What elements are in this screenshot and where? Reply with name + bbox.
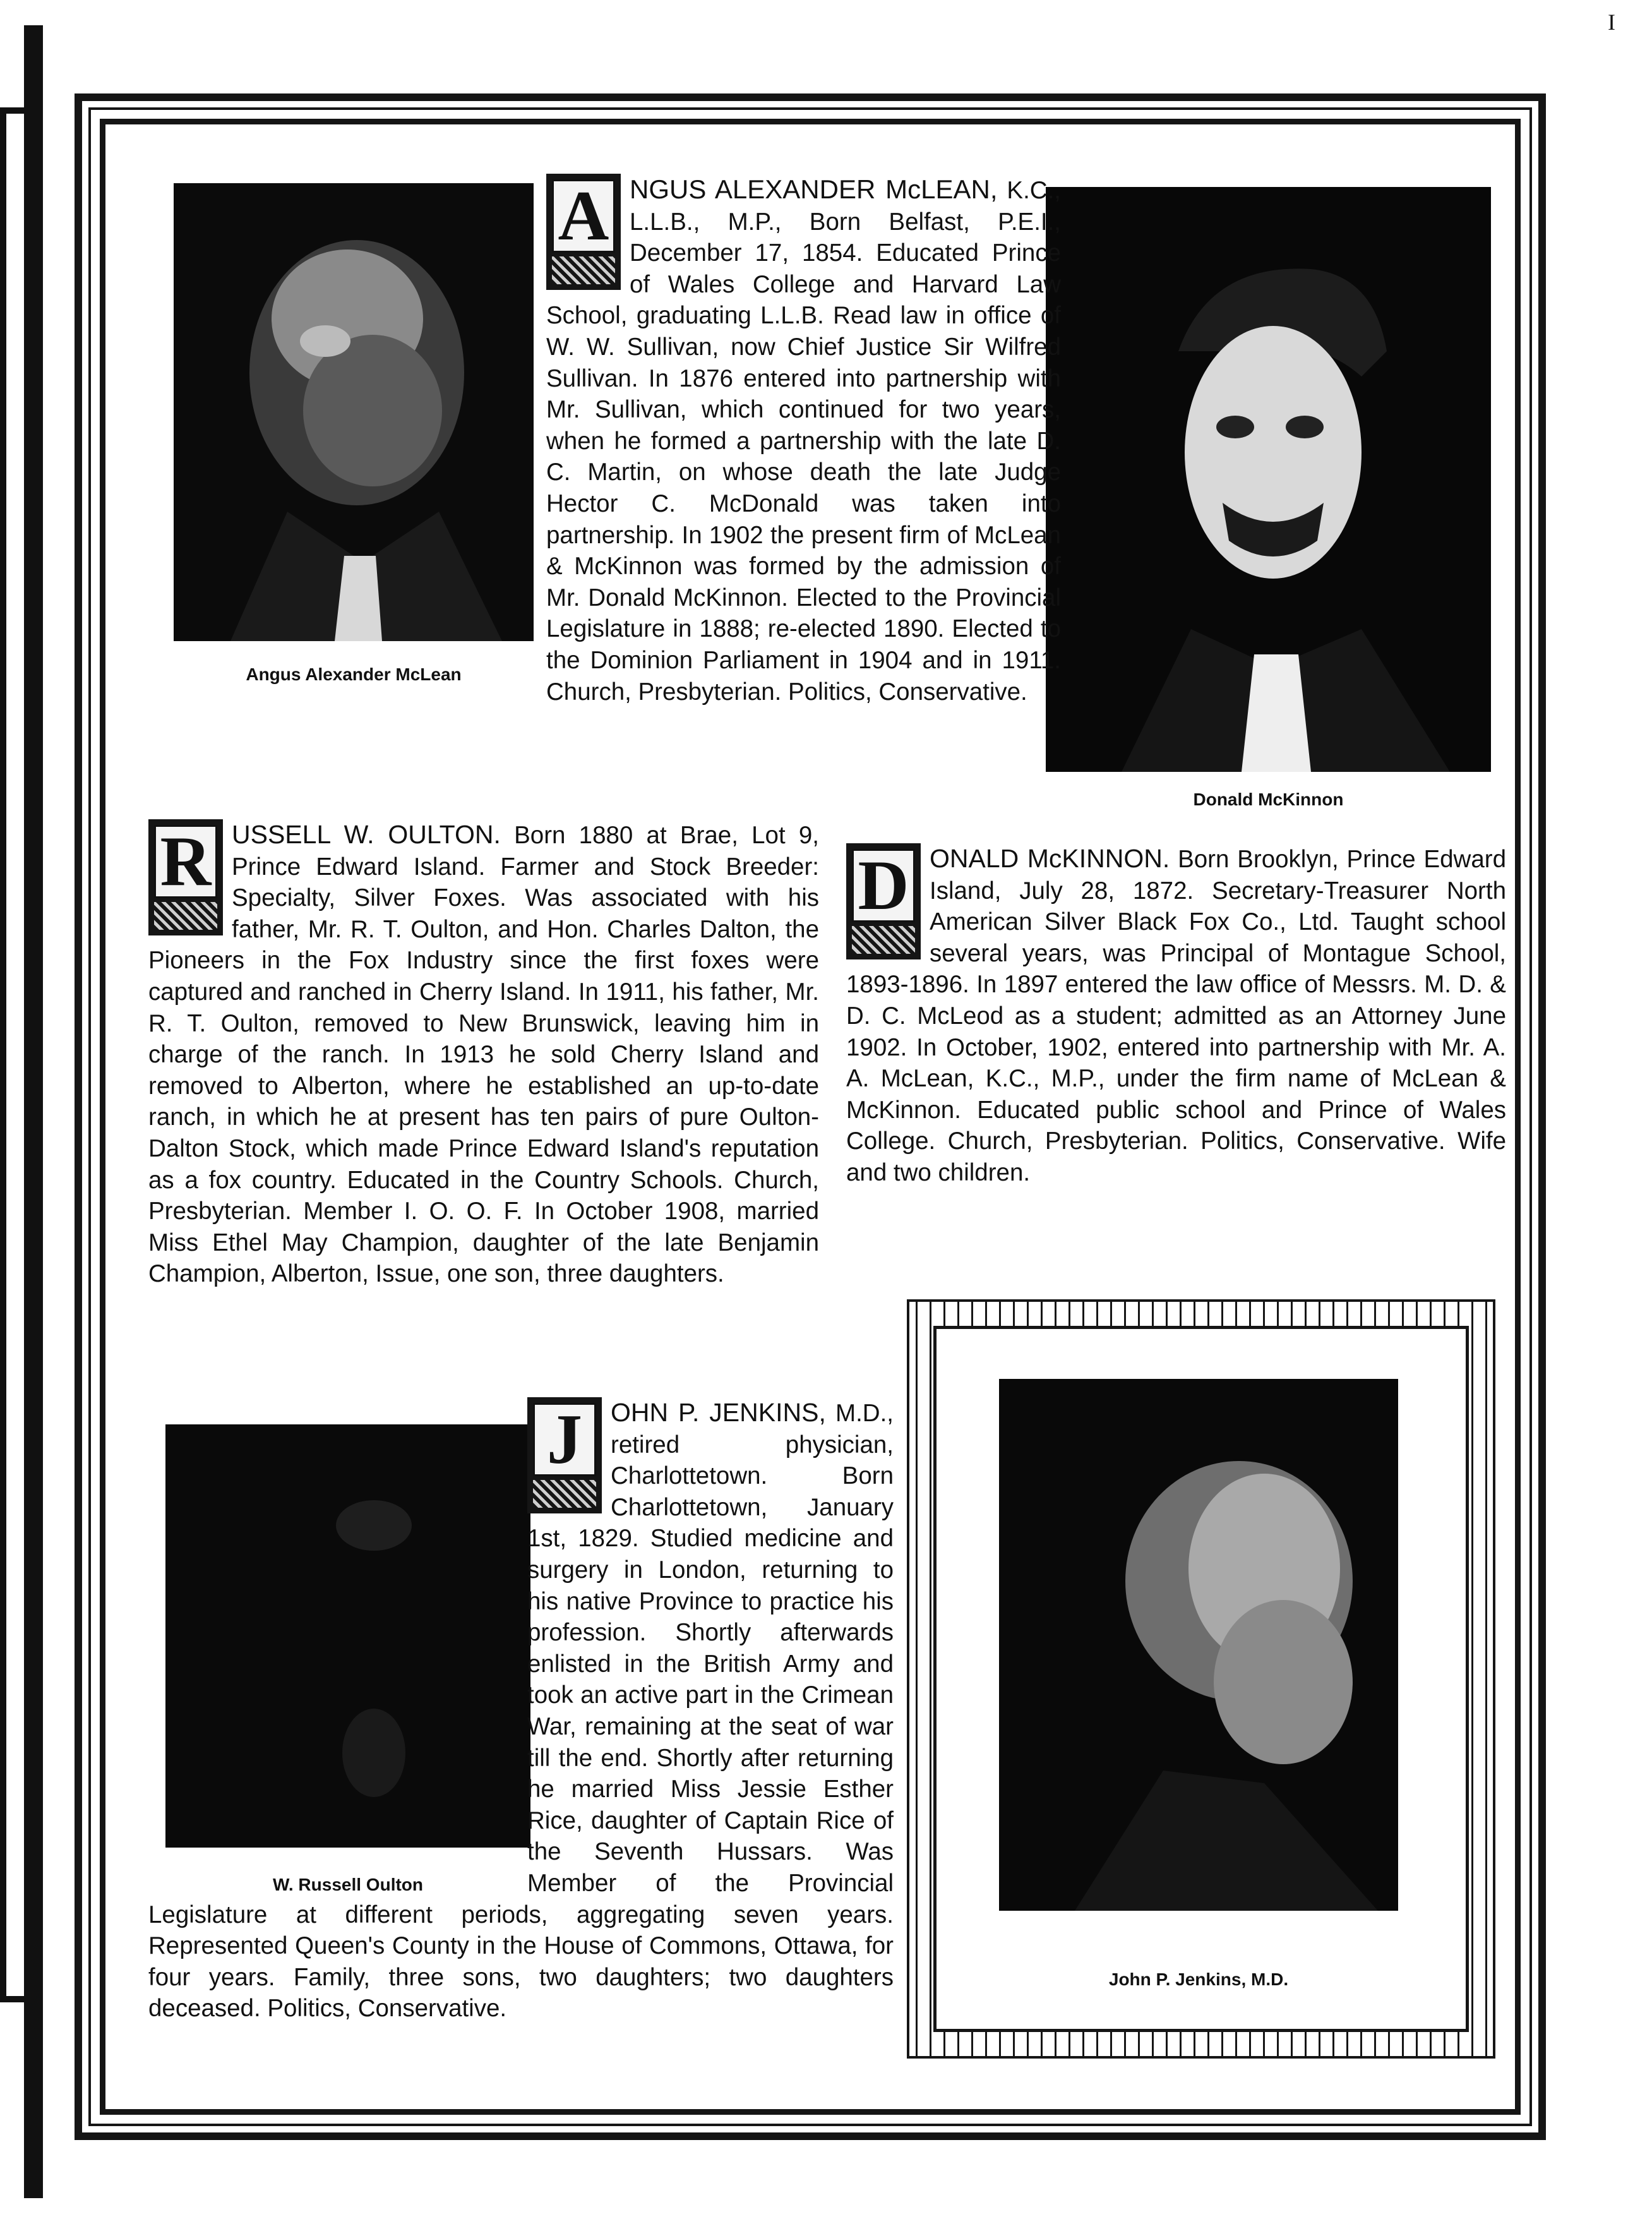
dropcap-j: J <box>527 1397 602 1513</box>
portrait-jenkins <box>999 1379 1398 1911</box>
bio-oulton-name: USSELL W. OULTON. <box>232 820 501 849</box>
bio-mclean <box>148 174 1061 736</box>
bio-mckinnon-name: ONALD McKINNON. <box>930 844 1170 873</box>
dropcap-a: A <box>546 174 621 290</box>
portrait-mckinnon-image <box>1046 187 1491 772</box>
caption-mckinnon: Donald McKinnon <box>1193 790 1344 809</box>
caption-oulton: W. Russell Oulton <box>272 1875 423 1894</box>
spacer-oulton-photo <box>148 1397 527 1896</box>
dropcap-d: D <box>846 843 921 959</box>
bio-oulton-text: Born 1880 at Brae, Lot 9, Prince Edward Island. Farmer and Stock Breeder: Specialty, Silver Foxes. Was associated with his father, Mr. R. T. Oulton, and Hon. Charles Dalton, the Pioneers in the Fox Industry since the first foxes were captured and ranched in Cherry Island. In 1911, his father, Mr. R. T. Oulton, removed to New Brunswick, leaving him in charge of the ranch. In 1913 he sold Cherry Island and removed to Alberton, where he established an up-to-date ranch, in which he at present has ten pairs of pure Oulton-Dalton Stock, which made Prince Edward Island's reputation as a fox country. Educated in the Country Schools. Church, Presbyterian. Member I. O. O. F. In October 1908, married Miss Ethel May Champion, daughter of the late Benjamin Champion, Alberton, Issue, one son, three daughters. <box>148 822 819 1288</box>
caption-mclean: Angus Alexander McLean <box>246 664 462 684</box>
dropcap-r: R <box>148 819 223 935</box>
dropcap-ornament <box>533 1480 596 1508</box>
bio-jenkins-name: OHN P. JENKINS, <box>611 1398 826 1427</box>
dropcap-ornament <box>852 926 915 954</box>
bio-oulton <box>148 819 819 1290</box>
portrait-mckinnon <box>1046 187 1491 772</box>
bio-mckinnon-text: Born Brooklyn, Prince Edward Island, July 28, 1872. Secretary-Treasurer North American Silver Black Fox Co., Ltd. Taught school several years, was Principal of Montague School, 1893-1896. In 1897 entered the law office of Messrs. M. D. & D. C. McLeod as a student; admitted as an Attorney June 1902. In October, 1902, entered into partnership with Mr. A. A. McLean, K.C., M.P., under the firm name of McLean & McKinnon. Educated public school and Prince of Wales College. Church, Presbyterian. Politics, Conservative. Wife and two children. <box>846 846 1506 1186</box>
bio-mclean-name: NGUS ALEXANDER McLEAN, <box>630 174 998 204</box>
binding-notch <box>0 107 34 2002</box>
bio-mclean-text: K.C., L.L.B., M.P., Born Belfast, P.E.I., December 17, 1854. Educated Prince of Wales College and Harvard Law School, graduating L.L.B. Read law in office of W. W. Sullivan, now Chief Justice Sir Wilfred Sullivan. In 1876 entered into partnership with Mr. Sullivan, which continued for two years, when he formed a partnership with the late D. C. Martin, on whose death the late Judge Hector C. McDonald was taken into partnership. In 1902 the present firm of McLean & McKinnon was formed by the admission of Mr. Donald McKinnon. Elected to the Provincial Legislature in 1888; re-elected 1890. Elected to the Dominion Parliament in 1904 and in 1911. Church, Presbyterian. Politics, Conservative. <box>546 177 1061 706</box>
portrait-jenkins-image <box>999 1379 1398 1911</box>
bio-mckinnon <box>846 843 1506 1189</box>
dropcap-ornament <box>552 256 615 284</box>
bio-jenkins <box>148 1397 894 2024</box>
spacer-mclean-photo <box>148 174 546 736</box>
bio-jenkins-text: M.D., retired physician, Charlottetown. Born Charlottetown, January 1st, 1829. Studied medicine and surgery in London, returning to his native Province to practice his profession. Shortly afterwards enlisted in the British Army and took an active part in the Crimean War, remaining at the seat of war till the end. Shortly after returning he married Miss Jessie Esther Rice, daughter of Captain Rice of the Seventh Hussars. Was Member of the Provincial Legislature at different periods, aggregating seven years. Represented Queen's County in the House of Commons, Ottawa, for four years. Family, three sons, two daughters; two daughters deceased. Politics, Conservative. <box>148 1400 894 2023</box>
dropcap-ornament <box>154 902 217 930</box>
margin-mark: I <box>1608 9 1615 35</box>
caption-jenkins: John P. Jenkins, M.D. <box>1108 1969 1289 1989</box>
